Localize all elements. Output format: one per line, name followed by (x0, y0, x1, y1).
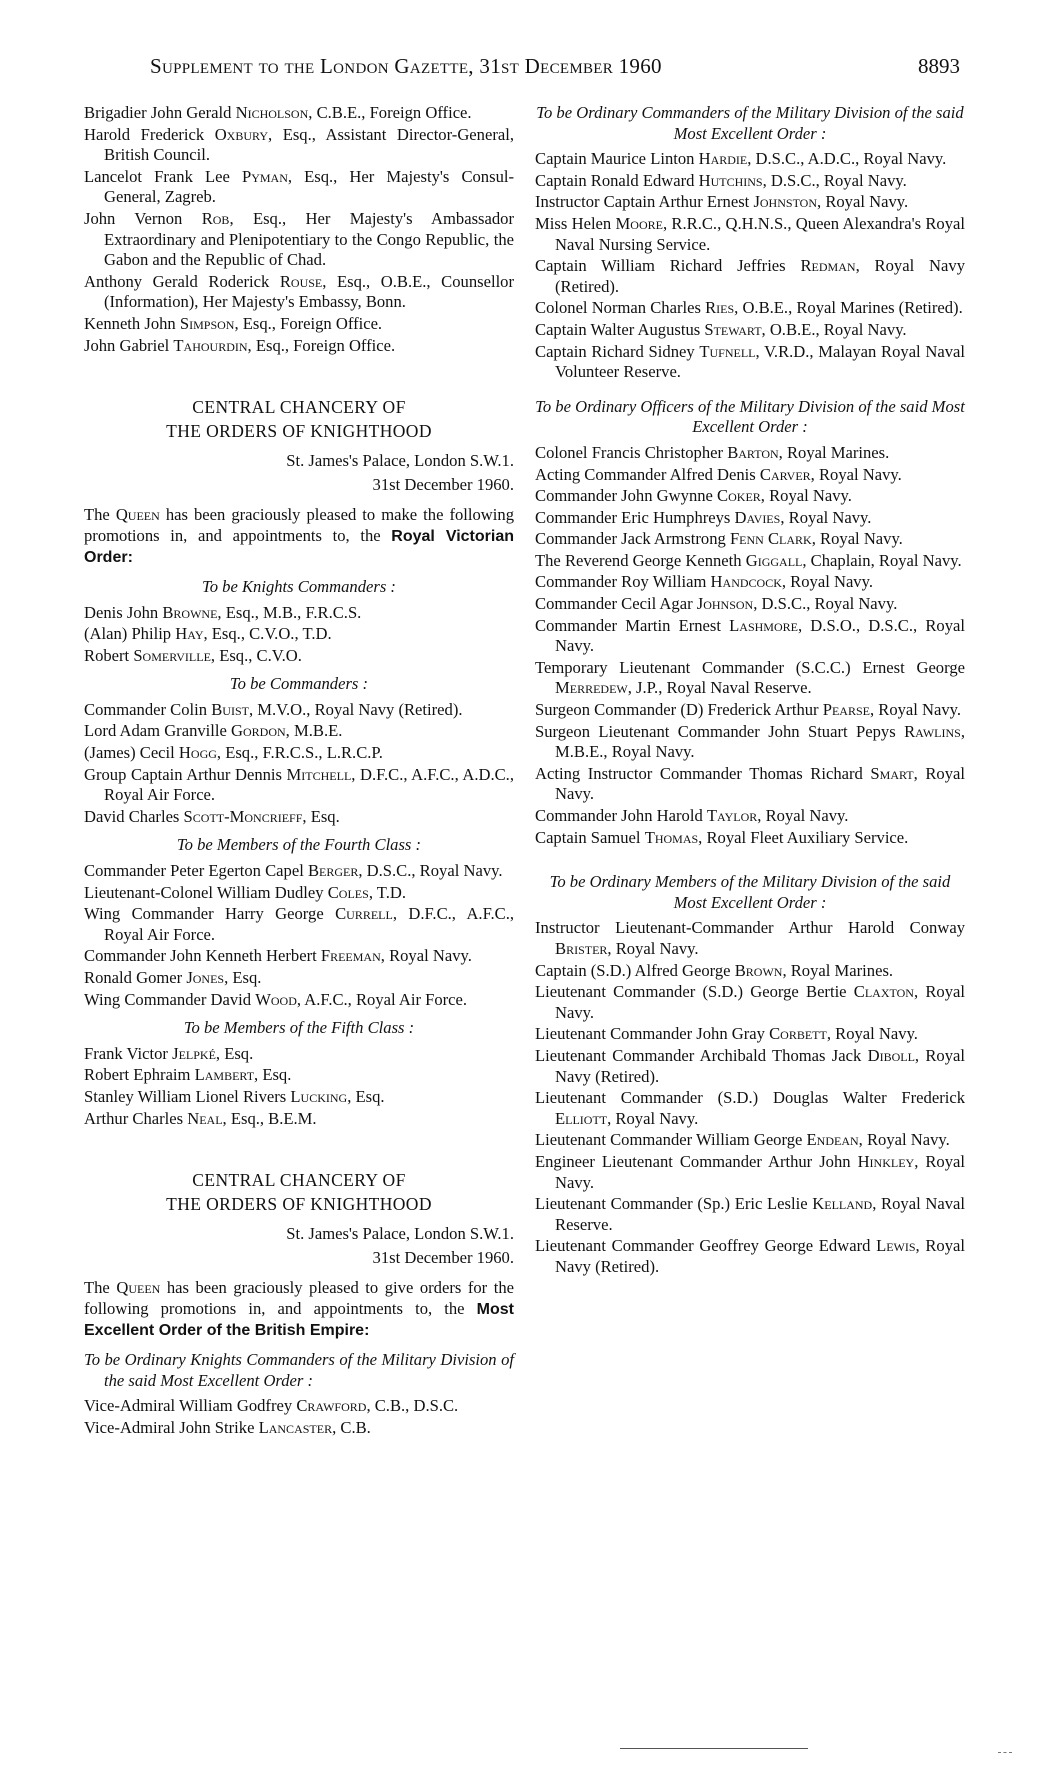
list-item: John Gabriel Tahourdin, Esq., Foreign Office. (84, 335, 396, 355)
category-heading: To be Ordinary Commanders of the Military Division of the said Most Excellent Order : (536, 103, 964, 143)
surname: Nicholson (235, 103, 309, 122)
list-item: Commander Martin Ernest Lashmore, D.S.O., D.S.C., Royal Navy. (535, 615, 965, 656)
list-item: Lieutenant Commander Archibald Thomas Jack Diboll, Royal Navy (Retired). (535, 1045, 965, 1086)
list-item: Captain Walter Augustus Stewart, O.B.E., Royal Navy. (535, 319, 907, 339)
list-item: Captain Samuel Thomas, Royal Fleet Auxiliary Service. (535, 827, 909, 847)
notice-intro: The Queen has been graciously pleased to give orders for the following promotions in, and appointments to, the Most Excellent Order of the British Empire: (84, 1278, 514, 1340)
list-item: Commander Roy William Handcock, Royal Navy. (535, 572, 873, 592)
list-item: Commander John Kenneth Herbert Freeman, Royal Navy. (84, 946, 472, 966)
list-item: Commander John Gwynne Coker, Royal Navy. (535, 486, 852, 506)
page-number: 8893 (918, 54, 960, 78)
list-item: Robert Somerville, Esq., C.V.O. (84, 645, 302, 665)
list-item: Captain (S.D.) Alfred George Brown, Royal Marines. (535, 960, 894, 980)
list-item: Robert Ephraim Lambert, Esq. (84, 1065, 292, 1085)
list-item: Instructor Captain Arthur Ernest Johnston, Royal Navy. (535, 192, 909, 212)
surname: Pyman (241, 166, 288, 186)
list-item: Surgeon Lieutenant Commander John Stuart Pepys Rawlins, M.B.E., Royal Navy. (535, 721, 965, 762)
list-item: Engineer Lieutenant Commander Arthur John Hinkley, Royal Navy. (535, 1151, 965, 1192)
list-item: Captain Maurice Linton Hardie, D.S.C., A.D.C., Royal Navy. (535, 149, 947, 169)
right-column (535, 103, 965, 1278)
notice-place: St. James's Palace, London S.W.1. (286, 451, 514, 471)
list-item: Instructor Lieutenant-Commander Arthur Harold Conway Brister, Royal Navy. (535, 918, 965, 958)
category-heading: To be Knights Commanders : (202, 576, 396, 596)
list-item: Frank Victor Jelpké, Esq. (84, 1043, 254, 1063)
list-item: Arthur Charles Neal, Esq., B.E.M. (84, 1108, 317, 1128)
list-item: Captain William Richard Jeffries Redman, Royal Navy (Retired). (535, 256, 965, 296)
list-item: Lieutenant Commander John Gray Corbett, Royal Navy. (535, 1024, 918, 1044)
footer-rule (620, 1748, 808, 1749)
list-item: Colonel Francis Christopher Barton, Royal Marines. (535, 442, 890, 462)
notice-date: 31st December 1960. (372, 1248, 514, 1268)
list-item: Harold Frederick Oxbury, Esq., Assistant Director-General, British Council. (84, 124, 514, 165)
list-item: Acting Commander Alfred Denis Carver, Royal Navy. (535, 464, 902, 484)
category-heading: To be Ordinary Knights Commanders of the Military Division of the said Most Excellent Order : (84, 1349, 514, 1390)
list-item: Commander Cecil Agar Johnson, D.S.C., Royal Navy. (535, 594, 898, 614)
list-item: Ronald Gomer Jones, Esq. (84, 968, 262, 987)
list-item: Denis John Browne, Esq., M.B., F.R.C.S. (84, 602, 362, 622)
list-item: Captain Richard Sidney Tufnell, V.R.D., Malayan Royal Naval Volunteer Reserve. (535, 341, 965, 382)
notice-heading: CENTRAL CHANCERY OF THE ORDERS OF KNIGHTHOOD (166, 397, 432, 442)
surname: Rob (201, 208, 230, 228)
list-item: John Vernon Rob, Esq., Her Majesty's Ambassador Extraordinary and Plenipotentiary to the Congo Republic, the Gabon and the Republic of Chad. (84, 208, 514, 270)
category-heading: To be Members of the Fifth Class : (183, 1018, 415, 1038)
list-item: Wing Commander David Wood, A.F.C., Royal Air Force. (84, 989, 468, 1009)
list-item: Lieutenant Commander (S.D.) Douglas Walter Frederick Elliott, Royal Navy. (535, 1088, 965, 1128)
list-item: Kenneth John Simpson, Esq., Foreign Office. (84, 313, 383, 333)
list-item: Lieutenant Commander Geoffrey George Edward Lewis, Royal Navy (Retired). (535, 1236, 966, 1276)
notice-order-british-empire (84, 1168, 514, 1438)
list-item: Acting Instructor Commander Thomas Richard Smart, Royal Navy. (535, 763, 965, 804)
list-item: (Alan) Philip Hay, Esq., C.V.O., T.D. (84, 624, 332, 644)
list-item: Lieutenant Commander (Sp.) Eric Leslie Kelland, Royal Naval Reserve. (535, 1194, 965, 1234)
list-item: Commander Colin Buist, M.V.O., Royal Navy (Retired). (84, 699, 463, 719)
list-item: Anthony Gerald Roderick Rouse, Esq., O.B.E., Counsellor (Information), Her Majesty's Embassy, Bonn. (84, 271, 515, 312)
category-heading: To be Ordinary Officers of the Military Division of the said Most Excellent Order : (535, 396, 965, 437)
left-column (84, 103, 514, 1439)
notice-intro: The Queen has been graciously pleased to make the following promotions in, and appointments to, the Royal Victorian Order: (84, 505, 514, 567)
page-header (150, 54, 960, 82)
list-item: Miss Helen Moore, R.R.C., Q.H.N.S., Queen Alexandra's Royal Naval Nursing Service. (535, 213, 965, 254)
list-item: Commander Jack Armstrong Fenn Clark, Royal Navy. (535, 529, 903, 549)
list-item: Vice-Admiral John Strike Lancaster, C.B. (84, 1417, 371, 1437)
list-item: David Charles Scott-Moncrieff, Esq. (84, 806, 340, 826)
list-item: Lieutenant-Colonel William Dudley Coles, T.D. (84, 882, 406, 902)
notice-date: 31st December 1960. (372, 475, 514, 495)
surname: Tahourdin (173, 335, 248, 355)
surname: Rouse (279, 271, 323, 291)
list-item: Stanley William Lionel Rivers Lucking, Esq. (84, 1086, 385, 1106)
list-item: Lieutenant Commander William George Endean, Royal Navy. (535, 1130, 950, 1150)
list-item: The Reverend George Kenneth Giggall, Chaplain, Royal Navy. (535, 550, 962, 570)
list-item: Lord Adam Granville Gordon, M.B.E. (84, 721, 343, 741)
left-top-list (84, 103, 514, 356)
list-item: Commander Eric Humphreys Davies, Royal Navy. (535, 507, 872, 527)
category-heading: To be Members of the Fourth Class : (176, 835, 422, 855)
list-item: Group Captain Arthur Dennis Mitchell, D.F.C., A.F.C., A.D.C., Royal Air Force. (84, 764, 514, 805)
list-item: (James) Cecil Hogg, Esq., F.R.C.S., L.R.C.P. (84, 743, 383, 763)
surname: Simpson (179, 313, 235, 333)
list-item: Brigadier John Gerald Nicholson, C.B.E., Foreign Office. (84, 103, 472, 122)
footer-mark (998, 1752, 1012, 1753)
notice-place: St. James's Palace, London S.W.1. (286, 1224, 514, 1244)
list-item: Colonel Norman Charles Ries, O.B.E., Royal Marines (Retired). (535, 298, 963, 318)
list-item: Commander Peter Egerton Capel Berger, D.S.C., Royal Navy. (84, 861, 503, 881)
category-heading: To be Commanders : (229, 674, 369, 694)
list-item: Lieutenant Commander (S.D.) George Bertie Claxton, Royal Navy. (535, 982, 965, 1022)
header-title: Supplement to the London Gazette, 31st December 1960 (150, 54, 662, 78)
list-item: Commander John Harold Taylor, Royal Navy. (535, 806, 849, 825)
list-item: Surgeon Commander (D) Frederick Arthur Pearse, Royal Navy. (535, 700, 962, 720)
notice-royal-victorian-order (84, 395, 514, 1129)
category-heading: To be Ordinary Members of the Military Division of the said Most Excellent Order : (549, 872, 951, 912)
surname: Oxbury (214, 124, 269, 144)
notice-heading: CENTRAL CHANCERY OF THE ORDERS OF KNIGHTHOOD (166, 1170, 432, 1215)
list-item: Temporary Lieutenant Commander (S.C.C.) Ernest George Merredew, J.P., Royal Naval Reserve. (535, 657, 965, 698)
list-item: Vice-Admiral William Godfrey Crawford, C.B., D.S.C. (84, 1396, 459, 1416)
list-item: Lancelot Frank Lee Pyman, Esq., Her Majesty's Consul-General, Zagreb. (84, 166, 514, 207)
list-item: Captain Ronald Edward Hutchins, D.S.C., Royal Navy. (535, 170, 907, 190)
list-item: Wing Commander Harry George Currell, D.F.C., A.F.C., Royal Air Force. (84, 904, 514, 944)
